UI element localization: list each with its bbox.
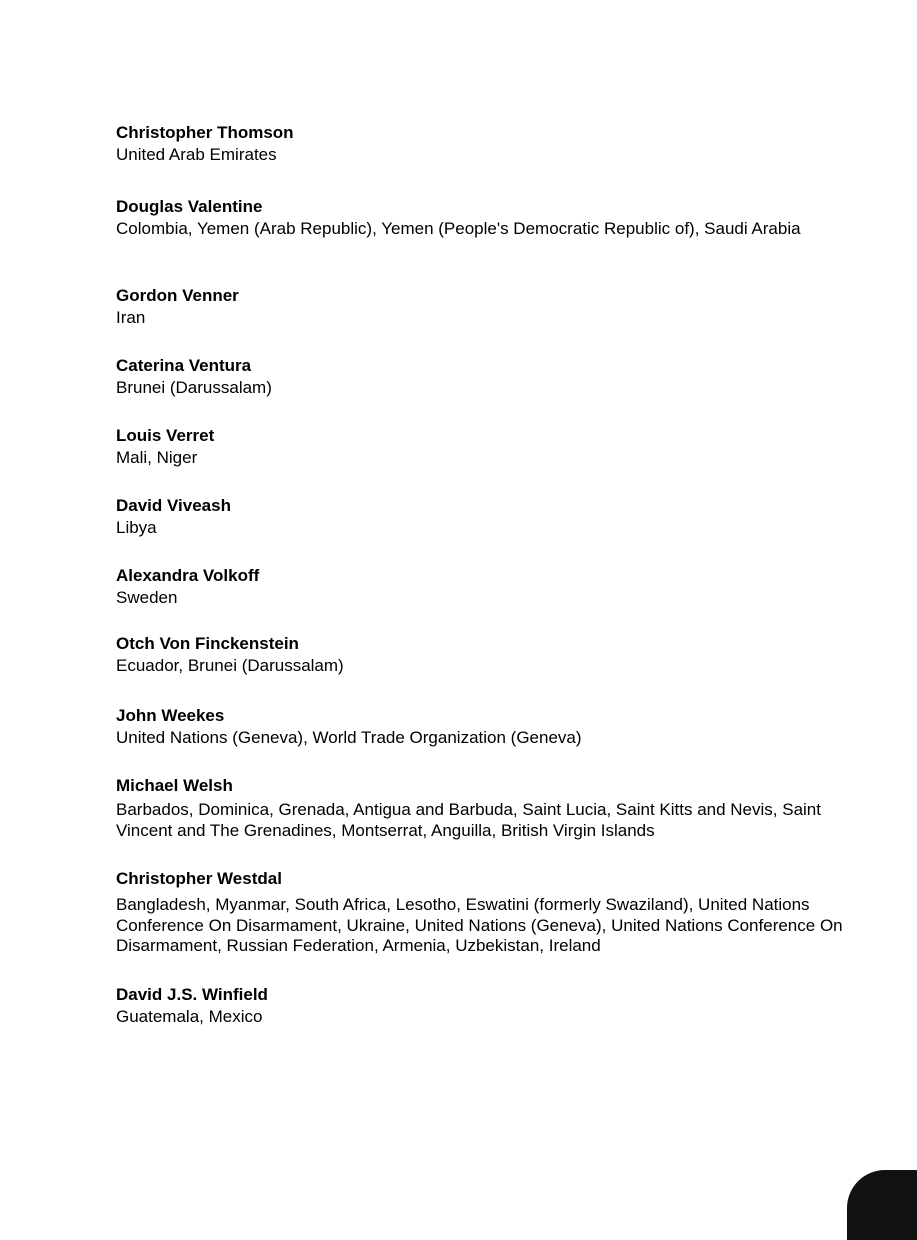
person-name: Otch Von Finckenstein [116,634,299,653]
countries-list: Bangladesh, Myanmar, South Africa, Lesotho, Eswatini (formerly Swaziland), United Nations Conference On Disarmament, Ukraine, United Nations (Geneva), United Nations Conference On Disarmament, Russian Federation, Armenia, Uzbekistan, Ireland [116,895,843,955]
list-item [116,985,856,1028]
list-item [116,496,856,539]
countries-list: Mali, Niger [116,448,198,467]
list-item [116,197,856,240]
countries-list: United Arab Emirates [116,145,277,164]
person-name: John Weekes [116,706,225,725]
list-item [116,123,856,166]
person-name: Michael Welsh [116,776,233,795]
list-item [116,356,856,399]
person-name: Louis Verret [116,426,215,445]
countries-list: United Nations (Geneva), World Trade Organization (Geneva) [116,728,582,747]
person-name: Christopher Westdal [116,869,282,888]
person-name: Caterina Ventura [116,356,252,375]
countries-list: Iran [116,308,146,327]
countries-list: Libya [116,518,157,537]
countries-list: Barbados, Dominica, Grenada, Antigua and Barbuda, Saint Lucia, Saint Kitts and Nevis, Saint Vincent and The Grenadines, Montserrat, Anguilla, British Virgin Islands [116,800,821,840]
list-item [116,776,856,841]
countries-list: Brunei (Darussalam) [116,378,272,397]
person-name: Alexandra Volkoff [116,566,260,585]
person-name: David Viveash [116,496,231,515]
countries-list: Colombia, Yemen (Arab Republic), Yemen (People's Democratic Republic of), Saudi Arabia [116,219,801,238]
countries-list: Sweden [116,588,178,607]
person-name: Douglas Valentine [116,197,263,216]
list-item [116,706,856,749]
person-name: Christopher Thomson [116,123,294,142]
page-corner-tab [847,1170,917,1240]
countries-list: Guatemala, Mexico [116,1007,263,1026]
list-item [116,426,856,469]
list-item [116,869,856,957]
list-item [116,566,856,609]
list-item [116,634,856,677]
countries-list: Ecuador, Brunei (Darussalam) [116,656,344,675]
person-name: Gordon Venner [116,286,239,305]
person-name: David J.S. Winfield [116,985,268,1004]
list-item [116,286,856,329]
